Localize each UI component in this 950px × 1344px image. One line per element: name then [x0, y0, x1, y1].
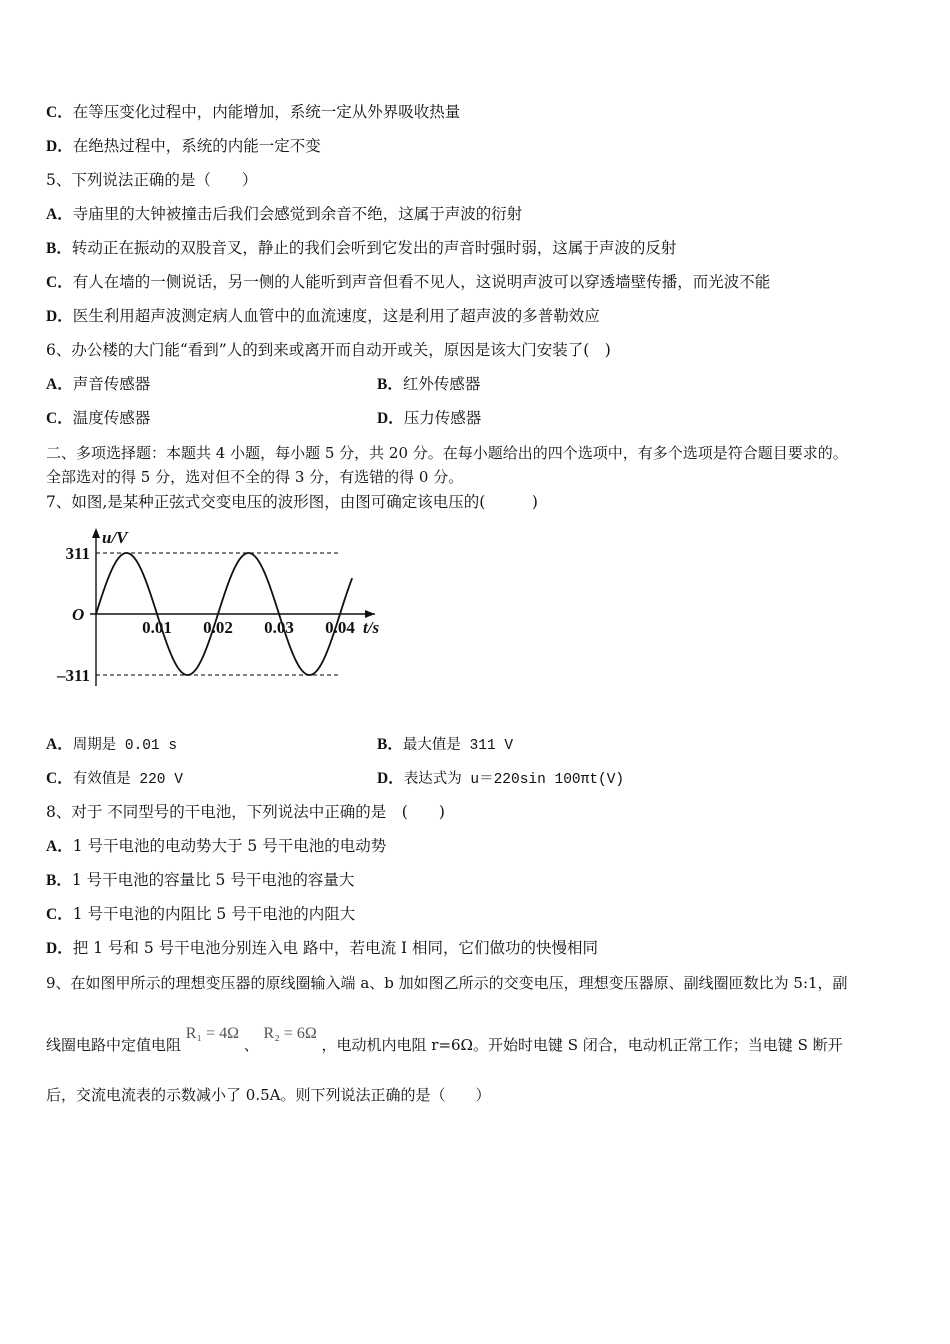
option-letter: C． [46, 770, 73, 787]
x-axis-arrow [365, 610, 375, 618]
q6-option-d [377, 408, 481, 429]
q6-options-row-2 [46, 408, 646, 429]
option-text: 1 号干电池的电动势大于 5 号干电池的电动势 [72, 837, 387, 855]
x-tick-label: 0.03 [264, 618, 294, 637]
q9-separator: 、 [243, 1036, 259, 1054]
option-letter: C． [46, 410, 73, 427]
sine-wave-chart [40, 522, 400, 702]
option-text: 表达式为 u＝220sin 100πt(V) [403, 772, 625, 788]
q6-option-a [46, 375, 150, 393]
option-text: 1 号干电池的内阻比 5 号干电池的内阻大 [72, 905, 356, 923]
option-text: 红外传感器 [402, 375, 481, 393]
section2-heading-line2: 全部选对的得 5 分，选对但不全的得 3 分，有选错的得 0 分。 [46, 468, 464, 486]
option-letter: A． [46, 838, 73, 855]
q5-stem: 5、下列说法正确的是（ ） [46, 171, 258, 189]
q4-option-d [46, 136, 321, 157]
option-letter: B． [377, 736, 403, 753]
option-text: 把 1 号和 5 号干电池分别连入电 路中，若电流 I 相同，它们做功的快慢相同 [72, 939, 599, 957]
r2-formula: R₂ = 6Ω [263, 1025, 317, 1042]
option-letter: D． [46, 308, 73, 325]
option-text: 在绝热过程中，系统的内能一定不变 [72, 137, 321, 155]
option-text: 最大值是 311 V [402, 738, 514, 754]
option-letter: C． [46, 104, 73, 121]
option-text: 寺庙里的大钟被撞击后我们会感觉到余音不绝，这属于声波的衍射 [72, 205, 523, 223]
option-text: 医生利用超声波测定病人血管中的血流速度，这是利用了超声波的多普勒效应 [72, 307, 600, 325]
q8-option-d [46, 938, 598, 959]
q6-option-b [377, 374, 480, 395]
option-letter: C． [46, 906, 73, 923]
q5-option-d [46, 306, 600, 327]
option-letter: D． [46, 138, 73, 155]
y-axis-label: u/V [102, 528, 128, 547]
option-letter: B． [377, 376, 403, 393]
q7-option-c [46, 769, 183, 787]
option-text: 在等压变化过程中，内能增加，系统一定从外界吸收热量 [72, 103, 461, 121]
q7-option-d [377, 768, 624, 790]
q4-option-c [46, 102, 460, 123]
x-tick-label: 0.02 [203, 618, 233, 637]
q5-option-b [46, 238, 676, 259]
q8-option-a [46, 836, 386, 857]
r1-formula: R₁ = 4Ω [185, 1025, 239, 1042]
q8-stem: 8、对于 不同型号的干电池，下列说法中正确的是 ( ) [46, 803, 445, 821]
q9-line2 [46, 1025, 843, 1056]
y-tick-label: –311 [56, 666, 90, 685]
q6-option-c [46, 409, 150, 427]
q5-option-c [46, 272, 770, 293]
option-letter: B． [46, 872, 72, 889]
x-tick-label: 0.04 [325, 618, 355, 637]
q9-line3: 后，交流电流表的示数减小了 0.5A。则下列说法正确的是（ ） [46, 1086, 491, 1104]
q7-options-row-1 [46, 734, 646, 756]
option-text: 有人在墙的一侧说话，另一侧的人能听到声音但看不见人，这说明声波可以穿透墙壁传播，而光波不能 [72, 273, 771, 291]
option-text: 声音传感器 [72, 375, 151, 393]
option-letter: B． [46, 240, 72, 257]
q7-option-b [377, 734, 513, 756]
option-letter: D． [377, 770, 404, 787]
q5-option-a [46, 204, 522, 225]
option-text: 周期是 0.01 s [72, 738, 178, 754]
q6-stem: 6、办公楼的大门能“看到”人的到来或离开而自动开或关，原因是该大门安装了( ) [46, 341, 611, 359]
option-letter: A． [46, 736, 73, 753]
y-axis-arrow [92, 528, 100, 538]
q8-option-c [46, 904, 355, 925]
option-letter: D． [46, 940, 73, 957]
option-text: 转动正在振动的双股音叉，静止的我们会听到它发出的声音时强时弱，这属于声波的反射 [71, 239, 677, 257]
origin-label: O [72, 605, 85, 624]
q9-line2-start: 线圈电路中定值电阻 [46, 1036, 182, 1054]
q7-options-row-2 [46, 768, 746, 790]
q7-stem: 7、如图,是某种正弦式交变电压的波形图，由图可确定该电压的( ) [46, 493, 538, 511]
q8-option-b [46, 870, 354, 891]
q7-option-a [46, 735, 177, 753]
option-letter: A． [46, 376, 73, 393]
q9-line1: 9、在如图甲所示的理想变压器的原线圈输入端 a、b 加如图乙所示的交变电压，理想变压器原、副线圈匝数比为 5:1，副 [46, 974, 848, 992]
x-tick-label: 0.01 [142, 618, 172, 637]
option-letter: A． [46, 206, 73, 223]
section2-heading-line1: 二、多项选择题：本题共 4 小题，每小题 5 分，共 20 分。在每小题给出的四个选项中，有多个选项是符合题目要求的。 [46, 444, 848, 462]
option-text: 有效值是 220 V [72, 772, 183, 788]
option-letter: D． [377, 410, 404, 427]
q9-line2-end: ，电动机内电阻 r=6Ω。开始时电键 S 闭合，电动机正常工作；当电键 S 断开 [321, 1036, 843, 1054]
option-text: 温度传感器 [72, 409, 151, 427]
option-text: 1 号干电池的容量比 5 号干电池的容量大 [71, 871, 355, 889]
option-letter: C． [46, 274, 73, 291]
x-axis-label: t/s [363, 618, 380, 637]
option-text: 压力传感器 [403, 409, 482, 427]
q6-options-row-1 [46, 374, 646, 395]
y-tick-label: 311 [65, 544, 90, 563]
